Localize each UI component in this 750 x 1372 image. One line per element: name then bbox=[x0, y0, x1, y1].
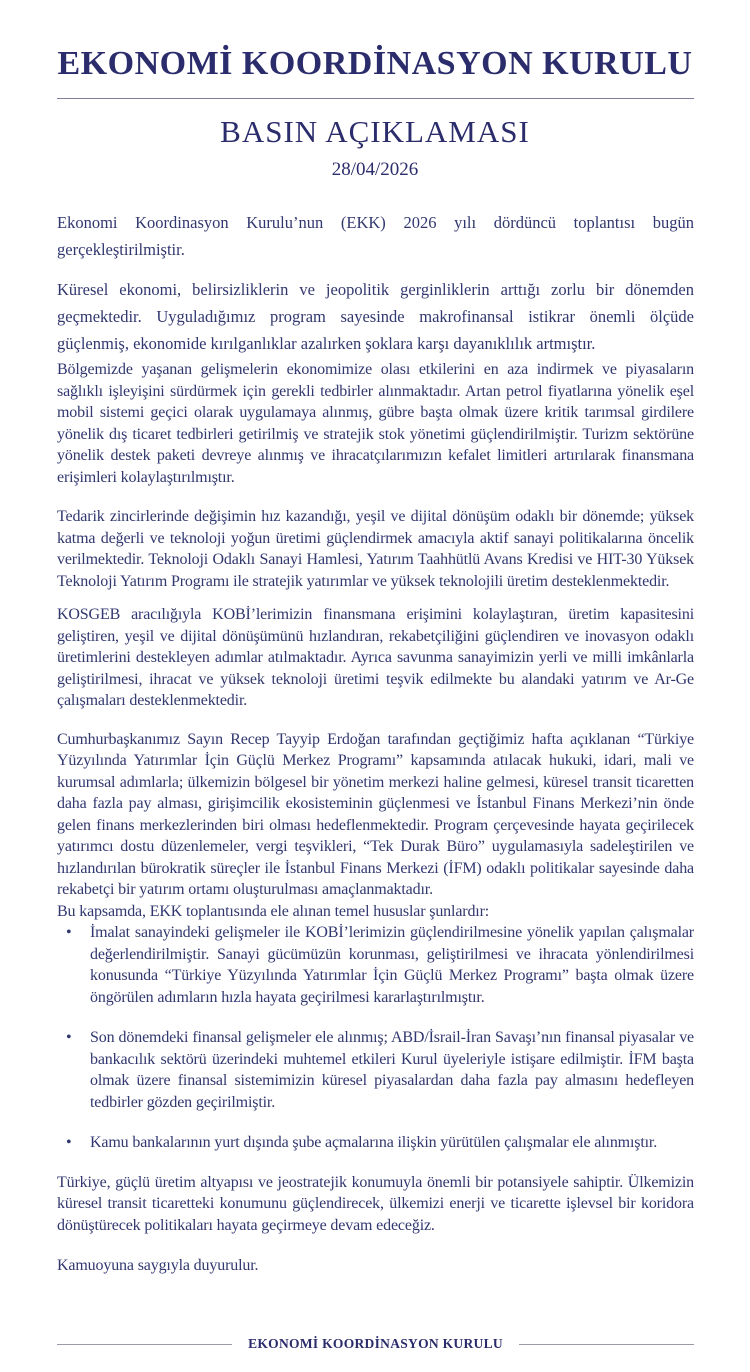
footer-title: EKONOMİ KOORDİNASYON KURULU bbox=[248, 1336, 503, 1351]
list-item bbox=[57, 922, 694, 1008]
bullet-icon: • bbox=[66, 924, 72, 941]
paragraph-closing: Türkiye, güçlü üretim altyapısı ve jeostratejik konumuyla önemli bir potansiyele sahiptir. Ülkemizin küresel transit ticaretteki konumunu güçlendirecek, ülkemizi enerji ve ticarette işlevsel bir koridora dönüştürecek politikaları hayata geçirmeye devam edeceğiz. bbox=[57, 1173, 694, 1234]
list-item bbox=[57, 1132, 694, 1154]
bullet-item-text: Kamu bankalarının yurt dışında şube açmalarına ilişkin yürütülen çalışmalar ele alınmıştır. bbox=[90, 1134, 658, 1151]
bullet-icon: • bbox=[66, 1029, 72, 1046]
list-item bbox=[57, 1027, 694, 1113]
bullet-item-text: Son dönemdeki finansal gelişmeler ele alınmış; ABD/İsrail-İran Savaşı’nın finansal piyasalar ve bankacılık sektörü üzerindeki muhtemel etkileri Kurul üyeleriyle istişare edilmiştir. İFM başta olmak üzere finansal sistemimizin küresel piyasalardan daha fazla pay almasını hedefleyen tedbirler gözden geçirilmiştir. bbox=[90, 1029, 694, 1111]
header-divider bbox=[57, 98, 694, 99]
document-title: BASIN AÇIKLAMASI bbox=[220, 114, 530, 149]
bullet-list bbox=[57, 922, 694, 1154]
document-header bbox=[0, 0, 750, 181]
paragraph-intro: Ekonomi Koordinasyon Kurulu’nun (EKK) 2026 yılı dördüncü toplantısı bugün gerçekleştirilmiştir. bbox=[57, 213, 694, 259]
closing-salutation: Kamuoyuna saygıyla duyurulur. bbox=[57, 1257, 259, 1274]
paragraph-regional-measures: Bölgemizde yaşanan gelişmelerin ekonomimize olası etkilerini en aza indirmek ve piyasaların sağlıklı işleyişini sürdürmek için gerekli tedbirler alınmaktadır. Artan petrol fiyatlarına yönelik eşel mobil sistemi geçici olarak uygulamaya alınmış, gübre başta olmak üzere kritik tarımsal girdilere yönelik dış ticaret tedbirleri getirilmiş ve stratejik stok yönetimi güçlendirilmiştir. Turizm sektörüne yönelik destek paketi devreye alınmış ve ihracatçılarımızın kefalet limitleri artırılarak finansmana erişimleri kolaylaştırılmıştır. bbox=[57, 361, 694, 486]
paragraph-global-economy: Küresel ekonomi, belirsizliklerin ve jeopolitik gerginliklerin arttığı zorlu bir dönemden geçmektedir. Uyguladığımız program sayesinde makrofinansal istikrar önemli ölçüde güçlenmiş, ekonomide kırılganlıklar azalırken şoklara karşı dayanıklılık artmıştır. bbox=[57, 280, 694, 353]
bullet-item-text: İmalat sanayindeki gelişmeler ile KOBİ’lerimizin güçlendirilmesine yönelik yapılan çalışmalar değerlendirilmiştir. Sanayi gücümüzün korunması, geliştirilmesi ve ihracata yönlendirilmesi konusunda “Türkiye Yüzyılında Yatırımlar İçin Güçlü Merkez Programı” başta olmak üzere öngörülen adımların hızla hayata geçirilmesi kararlaştırılmıştır. bbox=[90, 924, 694, 1006]
bullet-icon: • bbox=[66, 1134, 72, 1151]
footer-line-left bbox=[57, 1344, 232, 1345]
list-intro: Bu kapsamda, EKK toplantısında ele alınan temel hususlar şunlardır: bbox=[57, 902, 490, 920]
paragraph-kosgeb: KOSGEB aracılığıyla KOBİ’lerimizin finansmana erişimini kolaylaştıran, üretim kapasitesini geliştiren, yeşil ve dijital dönüşümünü hızlandıran, rekabetçiliğini güçlendiren ve inovasyon odaklı üretimlerini destekleyen adımlar atılmaktadır. Ayrıca savunma sanayimizin yerli ve milli imkânlarla geliştirilmesi, ihracat ve yüksek teknoloji üretimi teşvik edilmekte bu alandaki yatırım ve Ar-Ge çalışmaları desteklenmektedir. bbox=[57, 606, 694, 709]
organization-title: EKONOMİ KOORDİNASYON KURULU bbox=[57, 45, 693, 82]
page-footer bbox=[57, 1336, 694, 1352]
paragraph-strong-center-program: Cumhurbaşkanımız Sayın Recep Tayyip Erdoğan tarafından geçtiğimiz hafta açıklanan “Türkiye Yüzyılında Yatırımlar İçin Güçlü Merkez Programı” kapsamında atılacak hukuki, idari, mali ve kurumsal adımlarla; ülkemizin bölgesel bir yönetim merkezi haline gelmesi, küresel transit ticaretten daha fazla pay alması, girişimcilik ekosisteminin güçlenmesi ve İstanbul Finans Merkezi’nin önde gelen finans merkezlerinden biri olması hedeflenmektedir. Program çerçevesinde hayata geçirilecek yatırımcı dostu düzenlemeler, vergi teşvikleri, “Tek Durak Büro” uygulamasıyla sadeleştirilen ve hızlandırılan bürokratik süreçler ile İstanbul Finans Merkezi (İFM) odaklı politikalar sayesinde daha rekabetçi bir yatırım ortamı oluşturulması amaçlanmaktadır. bbox=[57, 730, 694, 898]
paragraph-industry-policy: Tedarik zincirlerinde değişimin hız kazandığı, yeşil ve dijital dönüşüm odaklı bir dönemde; yüksek katma değerli ve teknoloji yoğun üretimi güçlendirmek amacıyla aktif sanayi politikalarına öncelik verilmektedir. Teknoloji Odaklı Sanayi Hamlesi, Yatırım Taahhütlü Avans Kredisi ve HIT-30 Yüksek Teknoloji Yatırım Programı ile stratejik yatırımlar ve yüksek teknolojili üretim desteklenmektedir. bbox=[57, 508, 694, 590]
document-date: 28/04/2026 bbox=[331, 159, 419, 180]
document-body bbox=[57, 209, 694, 1277]
footer-line-right bbox=[519, 1344, 694, 1345]
